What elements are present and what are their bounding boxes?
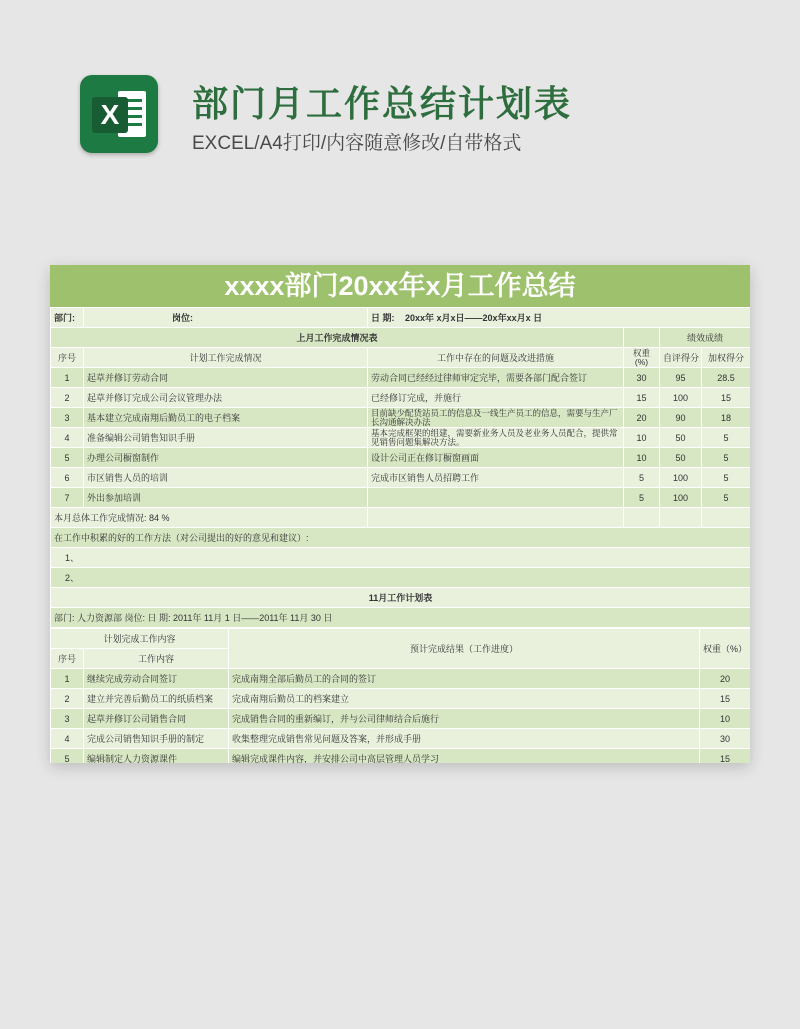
row-no: 7: [51, 488, 84, 508]
row-issue: 目前缺少配货站员工的信息及一线生产员工的信息，需要与生产厂长沟通解决办法: [368, 408, 624, 428]
row-weight: 10: [624, 448, 660, 468]
row-expected: 编辑完成课件内容，并安排公司中高层管理人员学习: [229, 749, 700, 764]
row-plan: 办理公司橱窗制作: [84, 448, 368, 468]
row-issue: [368, 488, 624, 508]
row-no: 5: [51, 448, 84, 468]
row-plan: 准备编辑公司销售知识手册: [84, 428, 368, 448]
row-no: 5: [51, 749, 84, 764]
group-header: 绩效成绩: [660, 328, 751, 348]
summary-column-headers: [51, 348, 751, 368]
table-row: [51, 729, 751, 749]
row-no: 2: [51, 388, 84, 408]
row-content: 完成公司销售知识手册的制定: [84, 729, 229, 749]
plan-group-header-row: [51, 629, 751, 649]
table-row: [51, 468, 751, 488]
row-weighted-score: 15: [702, 388, 751, 408]
col-weight: 权重(%): [624, 348, 660, 368]
summary-table: [50, 307, 750, 628]
row-weight: 10: [700, 709, 750, 729]
row-weighted-score: 18: [702, 408, 751, 428]
plan-info-row: [51, 608, 751, 628]
plan-section-row: [51, 588, 751, 608]
table-row: [51, 428, 751, 448]
overall-completion: 本月总体工作完成情况: 84 %: [51, 508, 368, 528]
info-row: [51, 308, 751, 328]
row-weighted-score: 5: [702, 468, 751, 488]
col-plan: 计划工作完成情况: [84, 348, 368, 368]
col-weighted-score: 加权得分: [702, 348, 751, 368]
methods-item: 1、: [51, 548, 751, 568]
row-no: 2: [51, 689, 84, 709]
row-weighted-score: 28.5: [702, 368, 751, 388]
row-issue: 劳动合同已经经过律师审定完毕，需要各部门配合签订: [368, 368, 624, 388]
row-no: 4: [51, 428, 84, 448]
col-self-score: 自评得分: [660, 348, 702, 368]
summary-section-row: [51, 328, 751, 348]
table-row: [51, 709, 751, 729]
row-content: 建立并完善后勤员工的纸质档案: [84, 689, 229, 709]
row-self-score: 90: [660, 408, 702, 428]
methods-title: 在工作中积累的好的工作方法（对公司提出的好的意见和建议）:: [51, 528, 751, 548]
sheet-title: xxxx部门20xx年x月工作总结: [50, 265, 750, 307]
row-no: 1: [51, 669, 84, 689]
row-plan: 起草并修订劳动合同: [84, 368, 368, 388]
row-plan: 外出参加培训: [84, 488, 368, 508]
date-value: 20xx年 x月x日——20x年xx月x 日: [405, 312, 543, 323]
table-row: [51, 749, 751, 764]
row-no: 1: [51, 368, 84, 388]
excel-x-letter: X: [92, 97, 128, 133]
plan-group-header: 计划完成工作内容: [51, 629, 229, 649]
row-content: 起草并修订公司销售合同: [84, 709, 229, 729]
methods-title-row: [51, 528, 751, 548]
table-row: [51, 448, 751, 468]
page-subtitle: EXCEL/A4打印/内容随意修改/自带格式: [192, 133, 522, 154]
row-issue: 已经修订完成，并施行: [368, 388, 624, 408]
col-no: 序号: [51, 348, 84, 368]
row-self-score: 95: [660, 368, 702, 388]
table-row: [51, 669, 751, 689]
row-self-score: 100: [660, 388, 702, 408]
row-no: 4: [51, 729, 84, 749]
plan-table: [50, 628, 750, 763]
row-weight: 15: [700, 749, 750, 764]
excel-icon: [80, 75, 158, 153]
col-expected: 预计完成结果（工作进度）: [229, 629, 700, 669]
col-content: 工作内容: [84, 649, 229, 669]
row-plan: 起草并修订完成公司会议管理办法: [84, 388, 368, 408]
row-no: 6: [51, 468, 84, 488]
row-weight: 30: [624, 368, 660, 388]
row-content: 编辑制定人力资源课件: [84, 749, 229, 764]
page-title: 部门月工作总结计划表: [192, 83, 573, 124]
row-self-score: 50: [660, 448, 702, 468]
row-weight: 15: [624, 388, 660, 408]
row-self-score: 100: [660, 468, 702, 488]
row-expected: 完成销售合同的重新编订，并与公司律师结合后施行: [229, 709, 700, 729]
row-expected: 完成南翔全部后勤员工的合同的签订: [229, 669, 700, 689]
methods-item: 2、: [51, 568, 751, 588]
row-content: 继续完成劳动合同签订: [84, 669, 229, 689]
table-row: [51, 368, 751, 388]
row-plan: 基本建立完成南翔后勤员工的电子档案: [84, 408, 368, 428]
row-plan: 市区销售人员的培训: [84, 468, 368, 488]
row-self-score: 100: [660, 488, 702, 508]
row-issue: 完成市区销售人员招聘工作: [368, 468, 624, 488]
row-no: 3: [51, 408, 84, 428]
methods-item-row: [51, 548, 751, 568]
spreadsheet-preview: [50, 265, 750, 763]
row-weight: 20: [700, 669, 750, 689]
row-self-score: 50: [660, 428, 702, 448]
row-weight: 20: [624, 408, 660, 428]
table-row: [51, 388, 751, 408]
table-row: [51, 408, 751, 428]
table-row: [51, 488, 751, 508]
row-weighted-score: 5: [702, 448, 751, 468]
row-weight: 30: [700, 729, 750, 749]
row-weight: 5: [624, 468, 660, 488]
row-expected: 收集整理完成销售常见问题及答案，并形成手册: [229, 729, 700, 749]
row-expected: 完成南翔后勤员工的档案建立: [229, 689, 700, 709]
summary-section-title: 上月工作完成情况表: [51, 328, 624, 348]
row-issue: 基本完成框架的组建，需要新业务人员及老业务人员配合，提供常见销售问题集解决方法。: [368, 428, 624, 448]
table-row: [51, 689, 751, 709]
col-plan-no: 序号: [51, 649, 84, 669]
blank-cell: [624, 328, 660, 348]
row-weight: 5: [624, 488, 660, 508]
dept-label: 部门:: [51, 308, 84, 328]
row-no: 3: [51, 709, 84, 729]
col-issues: 工作中存在的问题及改进措施: [368, 348, 624, 368]
methods-item-row: [51, 568, 751, 588]
row-weight: 10: [624, 428, 660, 448]
row-weight: 15: [700, 689, 750, 709]
date-label: 日 期:: [371, 312, 395, 323]
plan-info: 部门: 人力资源部 岗位: 日 期: 2011年 11月 1 日——2011年 11月 30 日: [51, 608, 751, 628]
position-label: 岗位:: [84, 308, 368, 328]
row-weighted-score: 5: [702, 488, 751, 508]
col-plan-weight: 权重（%）: [700, 629, 750, 669]
row-issue: 设计公司正在修订橱窗画面: [368, 448, 624, 468]
plan-section-title: 11月工作计划表: [51, 588, 751, 608]
date-cell: [368, 308, 751, 328]
row-weighted-score: 5: [702, 428, 751, 448]
overall-row: [51, 508, 751, 528]
